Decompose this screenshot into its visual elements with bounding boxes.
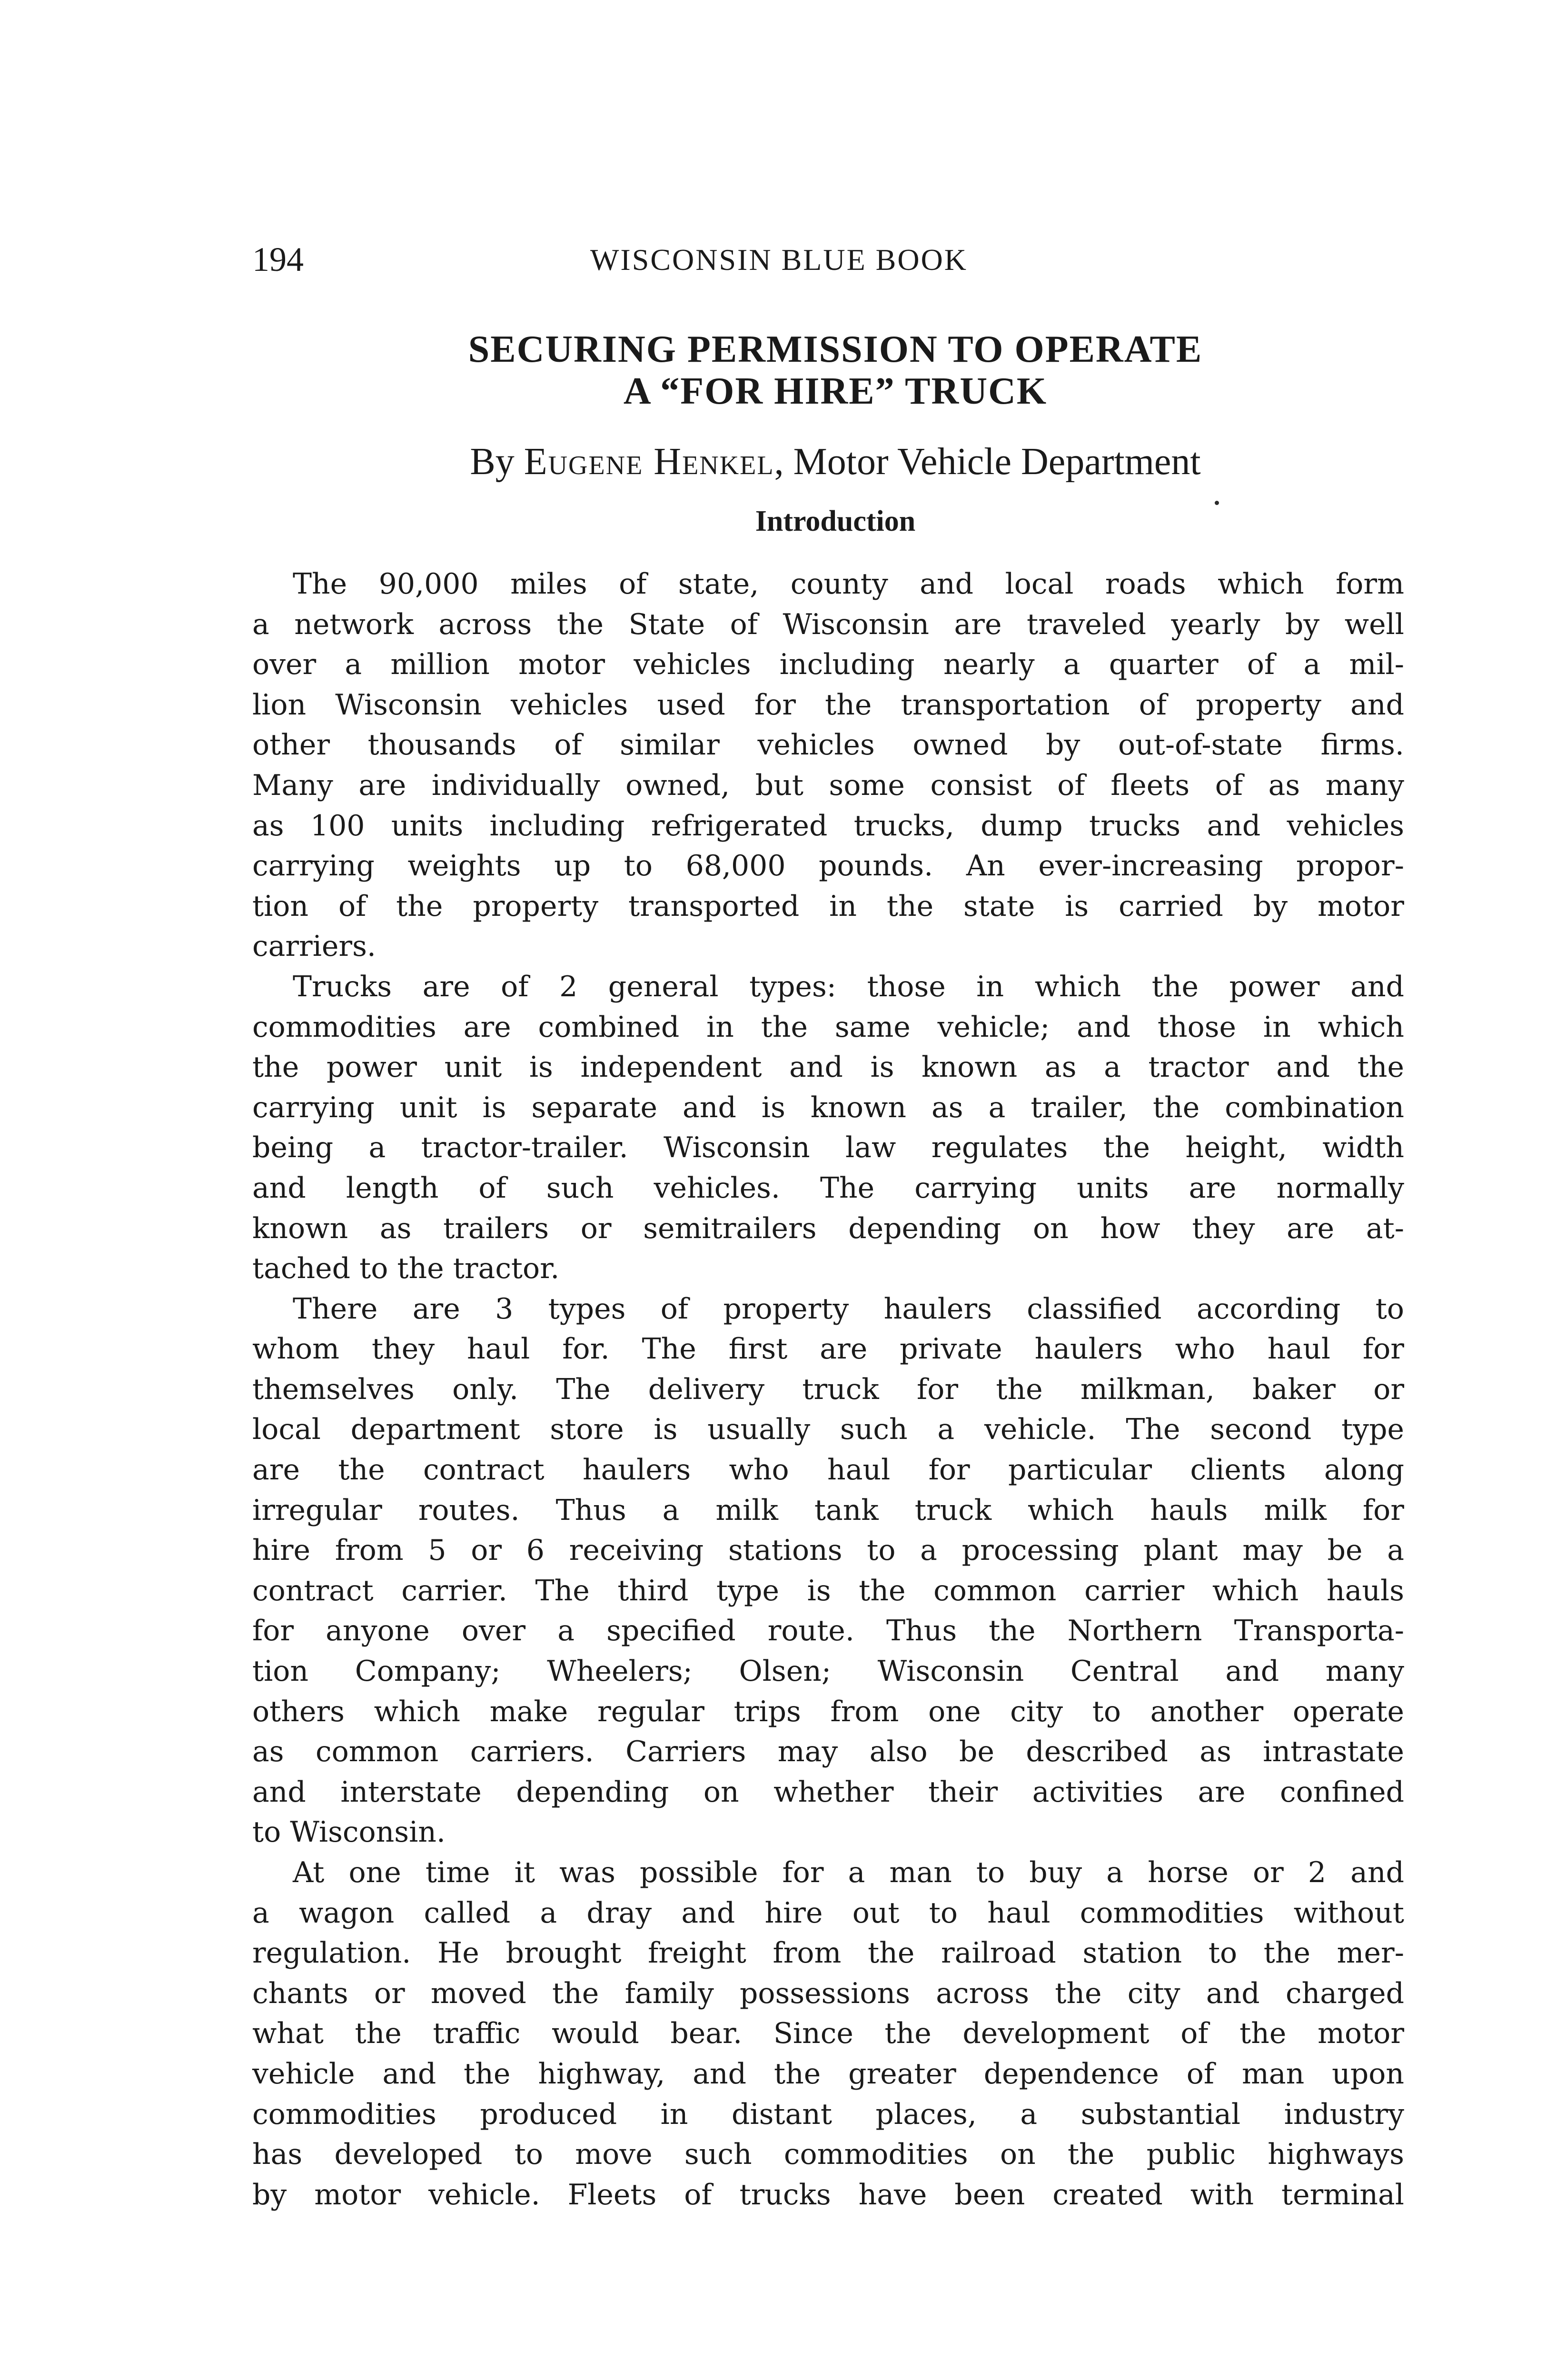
body-paragraph <box>252 967 1404 1289</box>
body-line: whom they haul for. The first are private haulers who haul for <box>252 1332 1404 1366</box>
byline <box>252 438 1418 486</box>
body-line: as common carriers. Carriers may also be described as intrastate <box>252 1735 1404 1769</box>
body-line: lion Wisconsin vehicles used for the transportation of property and <box>252 688 1404 722</box>
body-line: carrying weights up to 68,000 pounds. An ever-increasing propor- <box>252 849 1404 883</box>
article-body <box>252 564 1404 2215</box>
byline-affiliation: , Motor Vehicle Department <box>774 441 1201 483</box>
body-line: has developed to move such commodities on the public highways <box>252 2138 1404 2172</box>
body-line: others which make regular trips from one city to another operate <box>252 1695 1404 1728</box>
body-line: At one time it was possible for a man to buy a horse or 2 and <box>293 1856 1404 1889</box>
body-line: vehicle and the highway, and the greater dependence of man upon <box>252 2057 1404 2091</box>
body-line: commodities produced in distant places, a substantial industry <box>252 2097 1404 2131</box>
body-line: being a tractor-trailer. Wisconsin law regulates the height, width <box>252 1131 1404 1165</box>
body-line: what the traffic would bear. Since the development of the motor <box>252 2017 1404 2051</box>
body-line: a network across the State of Wisconsin are traveled yearly by well <box>252 607 1404 641</box>
body-line: carriers. <box>252 930 376 963</box>
article-title-line-2: A “FOR HIRE” TRUCK <box>623 370 1048 412</box>
body-line: by motor vehicle. Fleets of trucks have been created with terminal <box>252 2178 1404 2211</box>
body-line: The 90,000 miles of state, county and local roads which form <box>293 567 1404 601</box>
body-line: are the contract haulers who haul for particular clients along <box>252 1453 1404 1487</box>
body-line: Trucks are of 2 general types: those in which the power and <box>293 970 1404 1003</box>
body-line: the power unit is independent and is known as a tractor and the <box>252 1051 1404 1084</box>
section-heading: Introduction <box>755 505 916 537</box>
body-line: irregular routes. Thus a milk tank truck which hauls milk for <box>252 1493 1404 1527</box>
byline-prefix: By <box>470 441 524 483</box>
body-line: carrying unit is separate and is known as a trailer, the combination <box>252 1091 1404 1124</box>
body-line: There are 3 types of property haulers classified according to <box>293 1292 1404 1326</box>
body-line: tached to the tractor. <box>252 1252 560 1286</box>
body-line: for anyone over a specified route. Thus the Northern Transporta- <box>252 1614 1404 1648</box>
body-line: tion Company; Wheelers; Olsen; Wisconsin Central and many <box>252 1655 1404 1688</box>
article-title <box>252 328 1418 412</box>
running-head <box>252 238 1418 281</box>
body-line: a wagon called a dray and hire out to haul commodities without <box>252 1896 1404 1930</box>
page-number: 194 <box>252 240 304 278</box>
author-name: Eugene Henkel <box>524 441 774 483</box>
body-line: and interstate depending on whether their activities are confined <box>252 1775 1404 1809</box>
body-line: local department store is usually such a vehicle. The second type <box>252 1413 1404 1447</box>
body-line: contract carrier. The third type is the common carrier which hauls <box>252 1574 1404 1607</box>
body-line: to Wisconsin. <box>252 1815 446 1849</box>
body-line: Many are individually owned, but some consist of fleets of as many <box>252 768 1404 802</box>
body-paragraph <box>252 564 1404 967</box>
body-line: over a million motor vehicles including nearly a quarter of a mil- <box>252 648 1404 682</box>
body-line: known as trailers or semitrailers depending on how they are at- <box>252 1211 1404 1245</box>
body-line: as 100 units including refrigerated trucks, dump trucks and vehicles <box>252 809 1404 843</box>
body-line: and length of such vehicles. The carrying units are normally <box>252 1171 1404 1205</box>
body-line: themselves only. The delivery truck for the milkman, baker or <box>252 1372 1404 1406</box>
body-paragraph <box>252 1289 1404 1853</box>
body-line: tion of the property transported in the state is carried by motor <box>252 889 1404 923</box>
body-paragraph <box>252 1853 1404 2215</box>
body-line: chants or moved the family possessions across the city and charged <box>252 1976 1404 2010</box>
body-line: regulation. He brought freight from the railroad station to the mer- <box>252 1936 1404 1970</box>
body-line: other thousands of similar vehicles owned by out-of-state firms. <box>252 728 1404 762</box>
body-line: hire from 5 or 6 receiving stations to a processing plant may be a <box>252 1534 1404 1567</box>
running-title: WISCONSIN BLUE BOOK <box>590 243 968 277</box>
body-line: commodities are combined in the same vehicle; and those in which <box>252 1010 1404 1044</box>
article-title-line-1: SECURING PERMISSION TO OPERATE <box>468 328 1203 370</box>
ink-speck <box>1215 501 1219 505</box>
